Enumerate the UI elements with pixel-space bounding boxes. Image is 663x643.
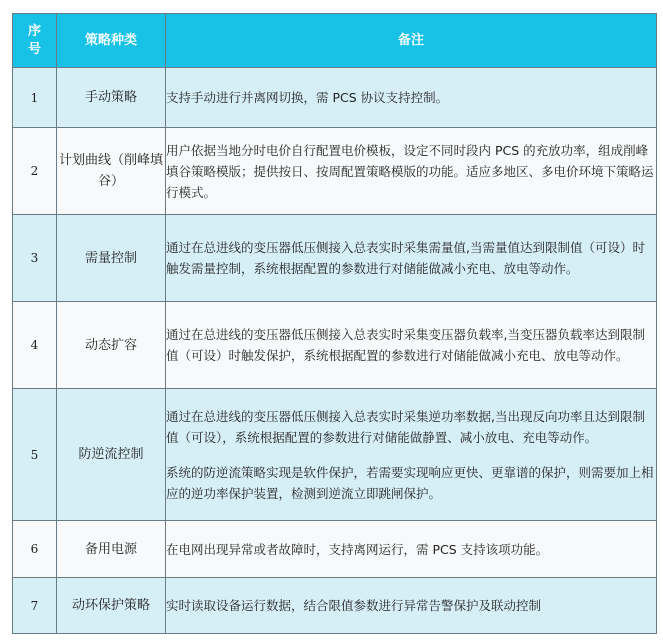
row-note xyxy=(166,521,657,578)
row-no: 5 xyxy=(13,389,57,521)
row-type: 动态扩容 xyxy=(57,302,166,389)
row-note xyxy=(166,302,657,389)
table-row xyxy=(13,521,657,578)
table-body xyxy=(13,68,657,634)
row-no: 1 xyxy=(13,68,57,128)
row-note xyxy=(166,578,657,634)
row-note xyxy=(166,389,657,521)
row-no: 3 xyxy=(13,215,57,302)
table-row xyxy=(13,389,657,521)
row-no: 7 xyxy=(13,578,57,634)
strategy-table xyxy=(12,13,657,634)
note-text: 在电网出现异常或者故障时，支持离网运行，需 PCS 支持该项功能。 xyxy=(166,541,549,557)
row-type: 计划曲线（削峰填谷） xyxy=(57,128,166,215)
row-note xyxy=(166,215,657,302)
note-text: 通过在总进线的变压器低压侧接入总表实时采集变压器负载率,当变压器负载率达到限制值（可设）时触发保护，系统根据配置的参数进行对储能做减小充电、放电等动作。 xyxy=(166,327,645,363)
row-no: 2 xyxy=(13,128,57,215)
header-row xyxy=(13,14,657,68)
row-no: 4 xyxy=(13,302,57,389)
header-type: 策略种类 xyxy=(57,14,166,68)
row-no: 6 xyxy=(13,521,57,578)
table-row xyxy=(13,128,657,215)
note-text: 用户依据当地分时电价自行配置电价模板，设定不同时段内 PCS 的充放功率，组成削峰填谷策略模版；提供按日、按周配置策略模版的功能。适应多地区、多电价环境下策略运行模式。 xyxy=(166,142,654,200)
header-no xyxy=(13,14,57,68)
note-text: 通过在总进线的变压器低压侧接入总表实时采集逆功率数据,当出现反向功率且达到限制值（可设），系统根据配置的参数进行对储能做静置、减小放电、充电等动作。 xyxy=(166,408,645,445)
table-row xyxy=(13,302,657,389)
row-type: 动环保护策略 xyxy=(57,578,166,634)
note-text: 实时读取设备运行数据，结合限值参数进行异常告警保护及联动控制 xyxy=(166,598,542,613)
header-note: 备注 xyxy=(166,14,657,68)
row-note xyxy=(166,128,657,215)
row-type: 防逆流控制 xyxy=(57,389,166,521)
table-row xyxy=(13,215,657,302)
row-note xyxy=(166,68,657,128)
paragraph-gap xyxy=(166,448,656,462)
table-header xyxy=(13,14,657,68)
header-no-label: 序号 xyxy=(27,23,41,57)
row-type: 备用电源 xyxy=(57,521,166,578)
table-row xyxy=(13,68,657,128)
note-text: 支持手动进行并离网切换，需 PCS 协议支持控制。 xyxy=(166,90,449,105)
table-row xyxy=(13,578,657,634)
row-type: 需量控制 xyxy=(57,215,166,302)
row-type: 手动策略 xyxy=(57,68,166,128)
note-text: 系统的防逆流策略实现是软件保护，若需要实现响应更快、更靠谱的保护，则需要加上相应的逆功率保护装置，检测到逆流立即跳闸保护。 xyxy=(166,464,654,501)
note-text: 通过在总进线的变压器低压侧接入总表实时采集需量值,当需量值达到限制值（可设）时触发需量控制，系统根据配置的参数进行对储能做减小充电、放电等动作。 xyxy=(166,240,645,276)
